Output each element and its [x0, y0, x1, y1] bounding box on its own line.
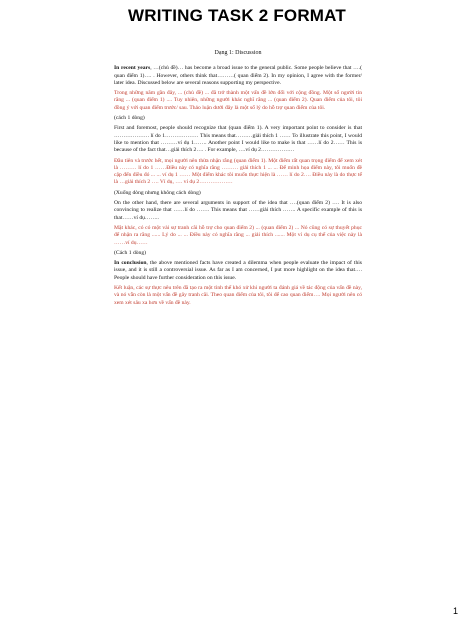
spacing-note-3: (Cách 1 dòng) [114, 249, 147, 256]
spacing-note-1: (cách 1 dòng) [114, 115, 145, 122]
conclusion-paragraph-en [114, 260, 362, 282]
spacing-note-2: (Xuống dòng nhưng không cách dòng) [114, 189, 201, 196]
page-number: 1 [452, 606, 458, 616]
intro-paragraph-vi: Trong những năm gần đây, ... (chủ đề) ... đã trở thành một vấn đề lớn đối với cộng đồng. Một số người tin rằng ... (quan điểm 1) .... Tuy nhiên, những người khác nghĩ rằng ... (quan điểm 2). Quan điểm của tôi, tôi đồng ý với quan điểm trước/ sau. Thảo luận dưới đây là một số lý do hỗ trợ quan điểm của tôi. [114, 90, 362, 111]
document-body [114, 50, 362, 310]
conclusion-paragraph-vi: Kết luận, các sự thực nêu trên đã tạo ra một tình thế khó xử khi người ta đánh giá về tác động của vấn đề này, và nó vẫn còn là một vấn đề gây tranh cãi. Theo quan điểm của tôi, tôi để cao quan điểm…. Mọi người nên có xem xét sâu xa hơn về vấn đề này. [114, 285, 362, 306]
body1-paragraph-en: First and foremost, people should recognize that (quan điểm 1). A very important point to consider is that ………………. lí do 1……………… This means that………giải thích 1 …… To illustrate this point, I would like to mention that ………ví dụ 1……. Another point I would like to make is that ……lí do 2…… This is because of the fact that…giải thích 2…. . For example, ….ví dụ 2……………… [114, 125, 362, 154]
page-title: WRITING TASK 2 FORMAT [128, 6, 346, 25]
intro-paragraph-en [114, 65, 362, 87]
intro-text-en: , …(chủ đề)… has become a broad issue to the general public. Some people believe that ….( quan điểm 1)…. . However, others think that………( quan điểm 2). In my opinion, I agree with the former/ later idea. Discussed below are several reasons supporting my perspective. [114, 65, 362, 86]
conclusion-text-en: , the above mentioned facts have created a dilemma when people evaluate the impact of this issue, and it is still a controversial issue. As far as I am concerned, I put more highlight on the idea that…. People should have further consideration on this issue. [114, 260, 362, 281]
document-subtitle: Dạng 1: Discussion [214, 50, 262, 56]
body2-paragraph-vi: Mặt khác, có có một vài sự tranh cãi hỗ trợ cho quan điểm 2) ... (quan điểm 2) ... Nó cũng có sự thuyết phục để nhận ra rằng ...... Lý do ... ... Điều này có nghĩa rằng ... giải thích ....... Một ví dụ cụ thể của việc này là ……ví dụ…… [114, 224, 362, 246]
body2-paragraph-en: On the other hand, there are several arguments in support of the idea that ….(quan điểm 2) …. It is also convincing to realize that ……lí do ……. This means that ……giải thích ……. A specific example of this is that……ví dụ…….. [114, 200, 362, 221]
conclusion-lead: In conclusion [114, 260, 147, 267]
intro-lead: In recent years [114, 65, 151, 72]
body1-paragraph-vi: Đầu tiên và trước hết, mọi người nên thừa nhận rằng (quan điểm 1). Một điểm rất quan trọng điểm để xem xét là ……… lí do 1 ……Điều này có nghĩa rằng ……… giải thích 1 ... ... Để minh họa điểm này, tôi muốn đề cập đến điều đó ... ... ví dụ 1 …… Một điểm khác tôi muốn thực hiện là …… lí do 2…. Điều này là do thực tế là …giải thích 2 …. Ví dụ, …. ví dụ 2……………… [114, 157, 362, 186]
